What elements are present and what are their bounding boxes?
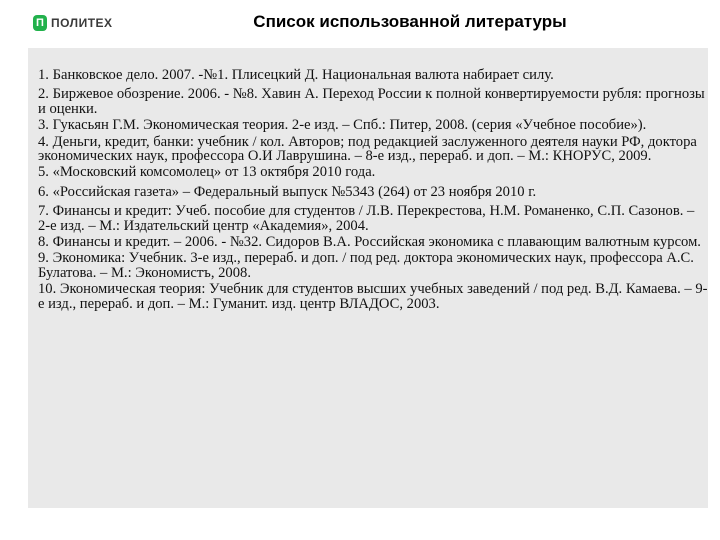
- logo-text: ПОЛИТЕХ: [51, 16, 113, 30]
- reference-item-9: 9. Экономика: Учебник. 3-е изд., перераб. и доп. / под ред. доктора экономических наук, профессора А.С. Булатова. – М.: Экономистъ, 2008.: [38, 250, 694, 281]
- reference-item-10: 10. Экономическая теория: Учебник для студентов высших учебных заведений / под ред. В.Д. Камаева. – 9-е изд., перераб. и доп. – М.: Гуманит. изд. центр ВЛАДОС, 2003.: [38, 281, 708, 312]
- reference-item-8: 8. Финансы и кредит. – 2006. - №32. Сидоров В.А. Российская экономика с плавающим валютным курсом.: [38, 234, 701, 251]
- reference-list: [38, 68, 708, 311]
- reference-item-5: 5. «Московский комсомолец» от 13 октября 2010 года.: [38, 164, 376, 181]
- reference-item-1: 1. Банковское дело. 2007. -№1. Плисецкий Д. Национальная валюта набирает силу.: [38, 67, 554, 83]
- references-panel: [28, 48, 708, 508]
- reference-item-3: 3. Гукасьян Г.М. Экономическая теория. 2-е изд. – Спб.: Питер, 2008. (серия «Учебное пособие»).: [38, 117, 647, 134]
- reference-item-7: 7. Финансы и кредит: Учеб. пособие для студентов / Л.В. Перекрестова, Н.М. Романенко, С.П. Сазонов. – 2-е изд. – М.: Издательский центр «Академия», 2004.: [38, 203, 695, 234]
- logo-mark-icon: П: [33, 15, 47, 31]
- reference-item-4: 4. Деньги, кредит, банки: учебник / кол. Авторов; под редакцией заслуженного деятеля науки РФ, доктора экономических наук, профессора О.И Лаврушина. – 8-е изд., перераб. и доп. – М.: КНОРУС, 2009.: [38, 133, 697, 165]
- slide-header: [0, 0, 720, 46]
- reference-item-6: 6. «Российская газета» – Федеральный выпуск №5343 (264) от 23 ноября 2010 г.: [38, 183, 537, 200]
- reference-item-2: 2. Биржевое обозрение. 2006. - №8. Хавин А. Переход России к полной конвертируемости рубля: прогнозы и оценки.: [38, 86, 705, 117]
- slide-title: Список использованной литературы: [253, 12, 567, 31]
- politeh-logo: [33, 14, 113, 32]
